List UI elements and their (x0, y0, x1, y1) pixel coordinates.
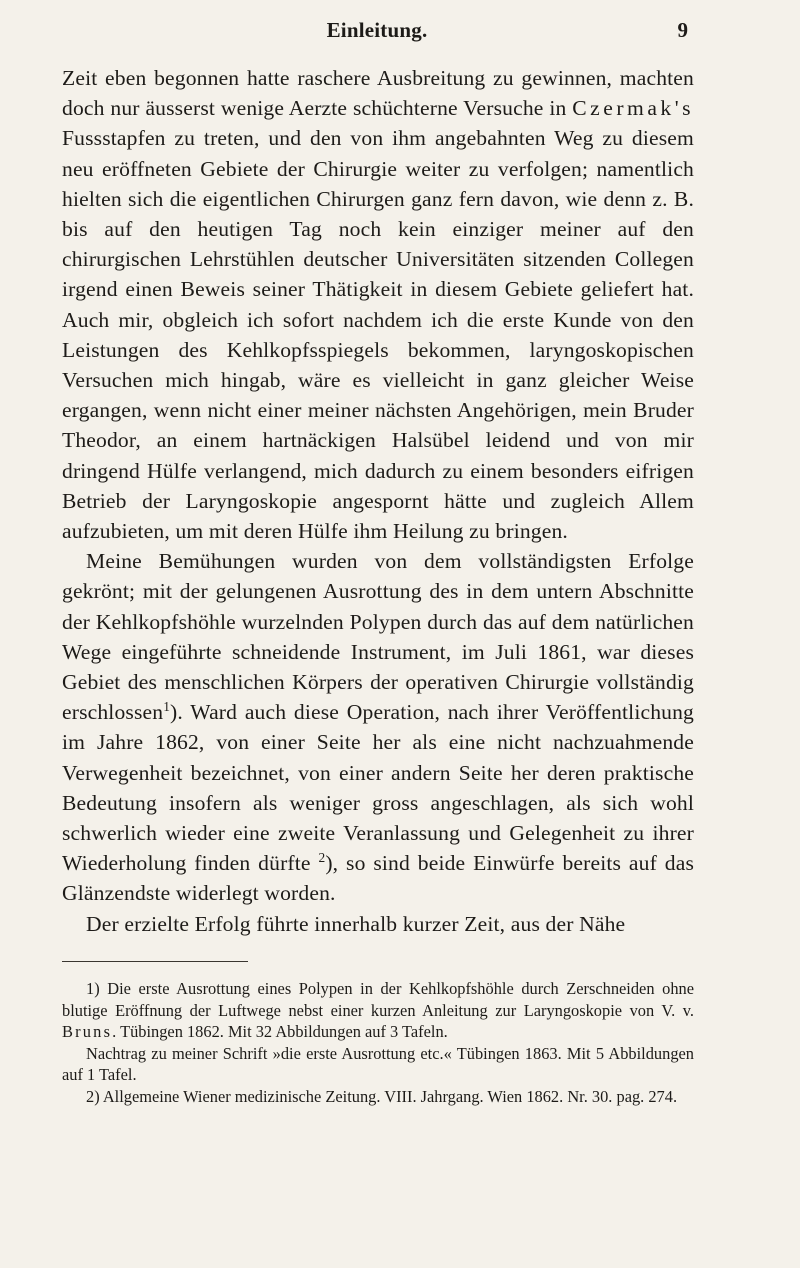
person-name-czermak: Czermak's (572, 96, 694, 121)
paragraph-3: Der erzielte Erfolg führte innerhalb kurzer Zeit, aus der Nähe (86, 911, 626, 936)
footnote-1 (62, 978, 694, 1043)
paragraph-1-lead: Zeit eben begonnen hatte raschere Ausbreitung zu gewinnen, machten doch nur äusserst wenige Aerzte schüchterne Versuche in (62, 66, 694, 121)
paragraph-2-part-b: ). Ward auch diese Operation, nach ihrer Veröffentlichung im Jahre 1862, von einer Seite her als eine nicht nachzuahmende Verwegenheit bezeichnet, von einer andern Seite her deren praktische Bedeutung insofern als weniger gross angeschlagen, als sich wohl schwerlich wieder eine zweite Veranlassung und Gelegenheit zu ihrer Wiederholung finden dürfte (62, 700, 694, 876)
paragraph-2-part-c: ), so sind beide Einwürfe bereits auf das Glänzendste widerlegt worden. (62, 851, 694, 906)
footnote-ref-2: 2 (318, 850, 326, 866)
footnote-divider (62, 961, 248, 962)
author-name-bruns: Bruns (62, 1022, 113, 1042)
footnote-ref-1: 1 (163, 699, 171, 715)
footnote-1-part-b: . Tübingen 1862. Mit 32 Abbildungen auf 3 Tafeln. (112, 1022, 448, 1042)
running-header (62, 18, 692, 48)
paragraph-1-rest: Fussstapfen zu treten, und den von ihm angebahnten Weg zu diesem neu eröffneten Gebiete der Chirurgie weiter zu verfolgen; namentlich hielten sich die eigentlichen Chirurgen ganz fern davon, wie denn z. B. bis auf den heutigen Tag noch kein einziger meiner auf den chirurgischen Lehrstühlen deutscher Universitäten sitzenden Collegen irgend einen Beweis seiner Thätigkeit in diesem Gebiete geliefert hat. Auch mir, obgleich ich sofort nachdem ich die erste Kunde von den Leistungen des Kehlkopfsspiegels bekommen, laryngoskopischen Versuchen mich hingab, wäre es vielleicht in ganz gleicher Weise ergangen, wenn nicht einer meiner nächsten Angehörigen, mein Bruder Theodor, an einem hartnäckigen Halsübel leidend und von mir dringend Hülfe verlangend, mich dadurch zu einem besonders eifrigen Betrieb der Laryngoskopie angespornt hätte und zugleich Allem aufzubieten, um mit deren Hülfe ihm Heilung zu bringen. (62, 126, 694, 544)
main-text (62, 63, 694, 939)
paragraph-2 (62, 546, 694, 908)
chapter-title: Einleitung. (326, 18, 428, 42)
page-number: 9 (677, 18, 688, 42)
footnote-1-part-a: 1) Die erste Ausrottung eines Polypen in der Kehlkopfshöhle durch Zerschneiden ohne blutige Eröffnung der Luftwege nebst einer kurzen Anleitung zur Laryngoskopie von V. v. (62, 979, 694, 1020)
paragraph-2-part-a: Meine Bemühungen wurden von dem vollständigsten Erfolge gekrönt; mit der gelungenen Ausrottung des in dem untern Abschnitte der Kehlkopfshöhle wurzelnden Polypen durch das auf dem natürlichen Wege eingeführte schneidende Instrument, im Juli 1861, war dieses Gebiet des menschlichen Körpers der operativen Chirurgie vollständig erschlossen (62, 549, 694, 725)
paragraph-1 (62, 63, 694, 546)
footnote-2: 2) Allgemeine Wiener medizinische Zeitung. VIII. Jahrgang. Wien 1862. Nr. 30. pag. 274. (86, 1086, 678, 1106)
footnote-1-continuation: Nachtrag zu meiner Schrift »die erste Ausrottung etc.« Tübingen 1863. Mit 5 Abbildungen auf 1 Tafel. (62, 1043, 694, 1085)
footnotes (62, 978, 694, 1108)
